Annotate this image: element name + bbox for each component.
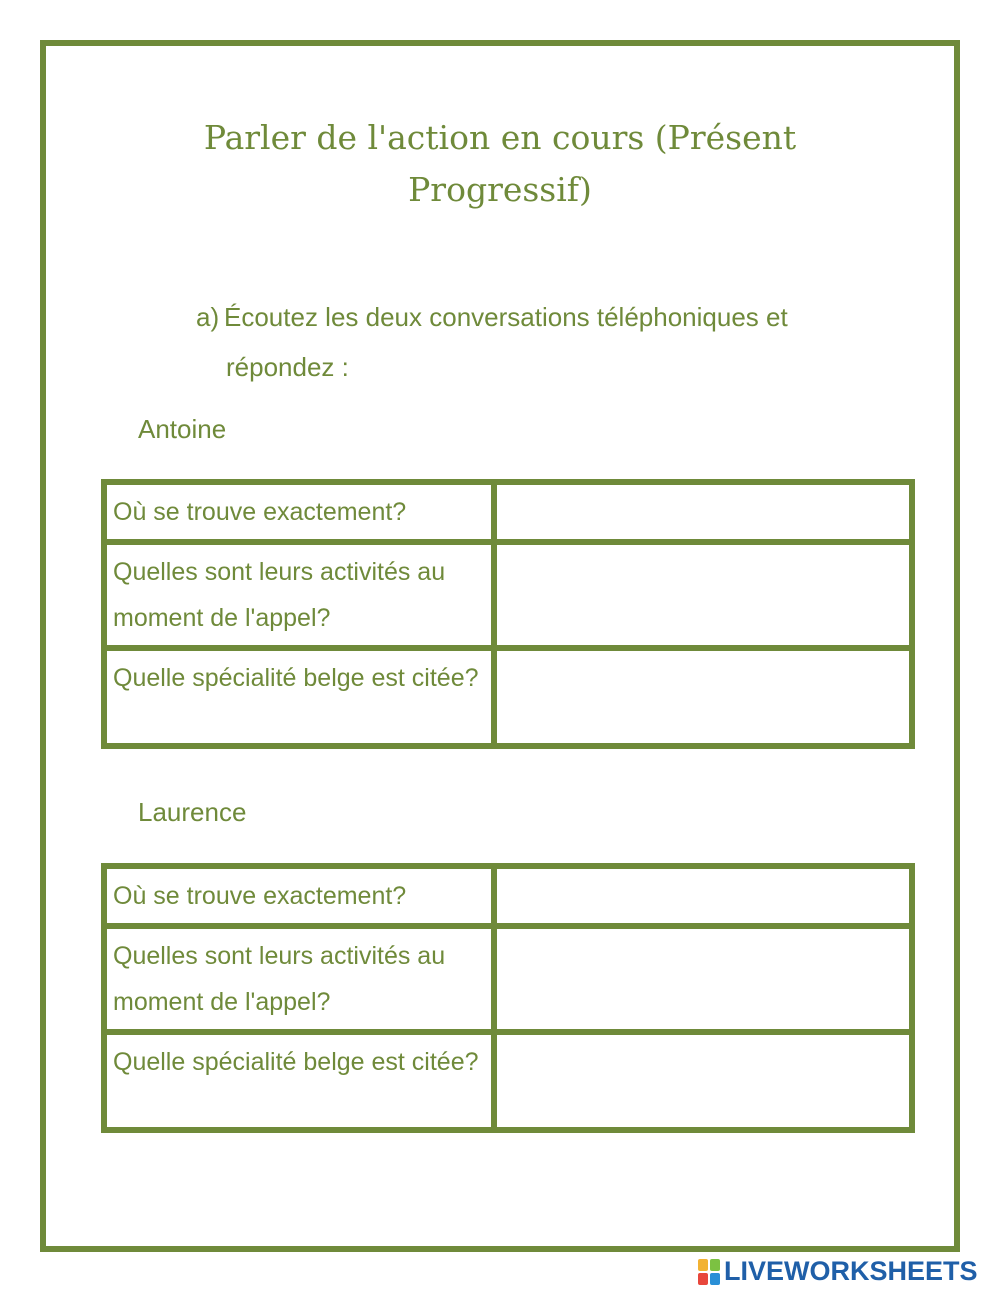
logo-square-2 xyxy=(710,1259,720,1271)
answer-field[interactable] xyxy=(494,926,912,1032)
logo-square-1 xyxy=(698,1259,708,1271)
section-title-laurence: Laurence xyxy=(138,797,247,827)
instruction-marker: a) xyxy=(196,302,220,332)
question-table-antoine xyxy=(101,479,915,749)
table-row xyxy=(104,926,912,1032)
liveworksheets-logo xyxy=(698,1256,978,1287)
answer-field[interactable] xyxy=(494,866,912,926)
table-row xyxy=(104,482,912,542)
table-row xyxy=(104,648,912,746)
logo-icon xyxy=(698,1259,720,1285)
logo-text: LIVEWORKSHEETS xyxy=(724,1256,978,1286)
logo-square-3 xyxy=(698,1273,708,1285)
question-cell: Quelle spécialité belge est citée? xyxy=(104,1032,494,1130)
question-cell: Quelles sont leurs activités au moment de l'appel? xyxy=(104,542,494,648)
answer-field[interactable] xyxy=(494,648,912,746)
instruction-line-1: Écoutez les deux conversations téléphoniques et xyxy=(224,302,788,332)
answer-field[interactable] xyxy=(494,542,912,648)
instruction-line-2: répondez : xyxy=(226,352,349,382)
page-title: Parler de l'action en cours (Présent Progressif) xyxy=(203,118,797,209)
question-cell: Quelle spécialité belge est citée? xyxy=(104,648,494,746)
table-row xyxy=(104,1032,912,1130)
answer-field[interactable] xyxy=(494,482,912,542)
question-cell: Où se trouve exactement? xyxy=(104,866,494,926)
question-cell: Quelles sont leurs activités au moment de l'appel? xyxy=(104,926,494,1032)
table-row xyxy=(104,866,912,926)
instruction xyxy=(196,292,836,392)
answer-field[interactable] xyxy=(494,1032,912,1130)
question-cell: Où se trouve exactement? xyxy=(104,482,494,542)
table-row xyxy=(104,542,912,648)
section-title-antoine: Antoine xyxy=(138,414,227,444)
question-table-laurence xyxy=(101,863,915,1133)
logo-square-4 xyxy=(710,1273,720,1285)
